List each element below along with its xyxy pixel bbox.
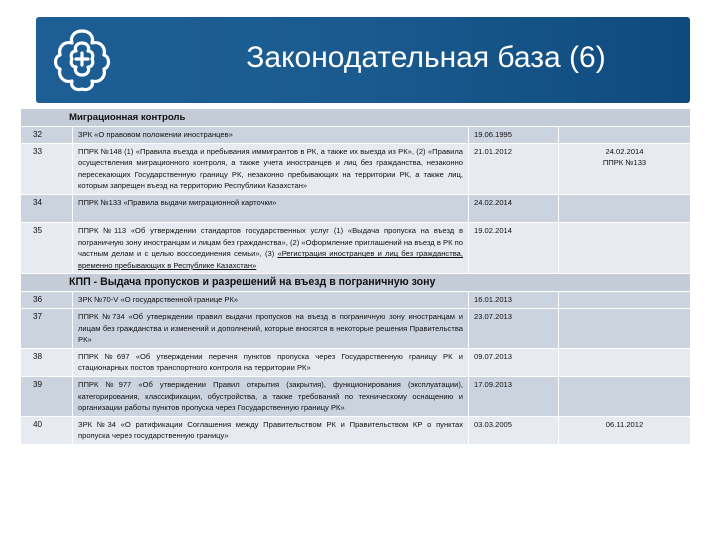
slide-header: [36, 17, 690, 103]
table-row: [21, 127, 691, 144]
row-number: 38: [21, 348, 73, 376]
desc-text: ППРК №113 «Об утверждении стандартов государственных услуг (1) «Выдача пропуска на въезд в пограничную зону иностранцам и лицам без гражданства», (2) «Оформление приглашений на въезд в РК по частным делам и с целью воссоединения семьи», (3): [78, 225, 463, 259]
row-note: [559, 194, 691, 222]
section-row-checkpoints: [21, 274, 691, 292]
row-number: 36: [21, 292, 73, 309]
row-date: 17.09.2013: [469, 376, 559, 416]
row-date: 21.01.2012: [469, 143, 559, 194]
row-note: [559, 292, 691, 309]
row-date: 23.07.2013: [469, 308, 559, 348]
row-description: ЗРК №34 «О ратификации Соглашения между Правительством РК и Правительством КР о пунктах пропуска через государственную границу»: [73, 416, 469, 444]
row-note: [559, 308, 691, 348]
desc-underlined-text: «Регистрация иностранцев и лиц без гражданства, временно пребывающих в Республике Казахстан»: [78, 249, 463, 270]
row-description: ЗРК №70-V «О государственной границе РК»: [73, 292, 469, 309]
section-label: КПП - Выдача пропусков и разрешений на въезд в пограничную зону: [21, 274, 691, 292]
row-description: ППРК №977 «Об утверждении Правил открытия (закрытия), функционирования (эксплуатации), категорирования, классификации, обустройства, а также требований по техническому оснащению и организации работы пунктов пропуска через Государственную границу РК»: [73, 376, 469, 416]
row-number: 34: [21, 194, 73, 222]
row-note: 06.11.2012: [559, 416, 691, 444]
row-date: 24.02.2014: [469, 194, 559, 222]
table-row: [21, 308, 691, 348]
table-row: [21, 348, 691, 376]
section-label: Миграционная контроль: [21, 109, 691, 127]
table-row: [21, 143, 691, 194]
table-row: [21, 376, 691, 416]
row-description: ЗРК «О правовом положении иностранцев»: [73, 127, 469, 144]
row-note: [559, 222, 691, 273]
row-description: [73, 222, 469, 273]
table-row: [21, 292, 691, 309]
row-description: ППРК №697 «Об утверждении перечня пунктов пропуска через Государственную границу РК и стационарных постов транспортного контроля на территории РК»: [73, 348, 469, 376]
section-row-migration: [21, 109, 691, 127]
row-description: ППРК №148 (1) «Правила въезда и пребывания иммигрантов в РК, а также их выезда из РК», (2) «Правила осуществления миграционного контроля, а также учета иностранцев и лиц без гражданства, незаконно пересекающих Государственную границу РК, незаконно пребывающих на территории РК, а также лиц, которым запрещен въезд на территорию Республики Казахстан»: [73, 143, 469, 194]
row-number: 32: [21, 127, 73, 144]
row-number: 39: [21, 376, 73, 416]
table-row: [21, 222, 691, 273]
row-note: [559, 348, 691, 376]
row-date: 09.07.2013: [469, 348, 559, 376]
ornament-logo-icon: [50, 25, 114, 95]
note-date: 24.02.2014: [605, 146, 644, 156]
note-act: ППРК №133: [602, 158, 647, 168]
row-date: 19.02.2014: [469, 222, 559, 273]
row-number: 33: [21, 143, 73, 194]
row-date: 16.01.2013: [469, 292, 559, 309]
row-note: [559, 143, 691, 194]
row-description: ППРК №133 «Правила выдачи миграционной карточки»: [73, 194, 469, 222]
row-number: 35: [21, 222, 73, 273]
row-description: ППРК №734 «Об утверждении правил выдачи пропусков на въезд в пограничную зону иностранцам и лицам без гражданства и изменений и дополнений, которые вносятся в некоторые решения Правительства РК»: [73, 308, 469, 348]
page-title: Законодательная база (6): [246, 41, 606, 74]
row-date: 19.06.1995: [469, 127, 559, 144]
row-number: 40: [21, 416, 73, 444]
table-row: [21, 194, 691, 222]
row-note: [559, 376, 691, 416]
row-note: [559, 127, 691, 144]
table-row: [21, 416, 691, 444]
row-date: 03.03.2005: [469, 416, 559, 444]
row-number: 37: [21, 308, 73, 348]
legislation-table: [20, 108, 691, 445]
